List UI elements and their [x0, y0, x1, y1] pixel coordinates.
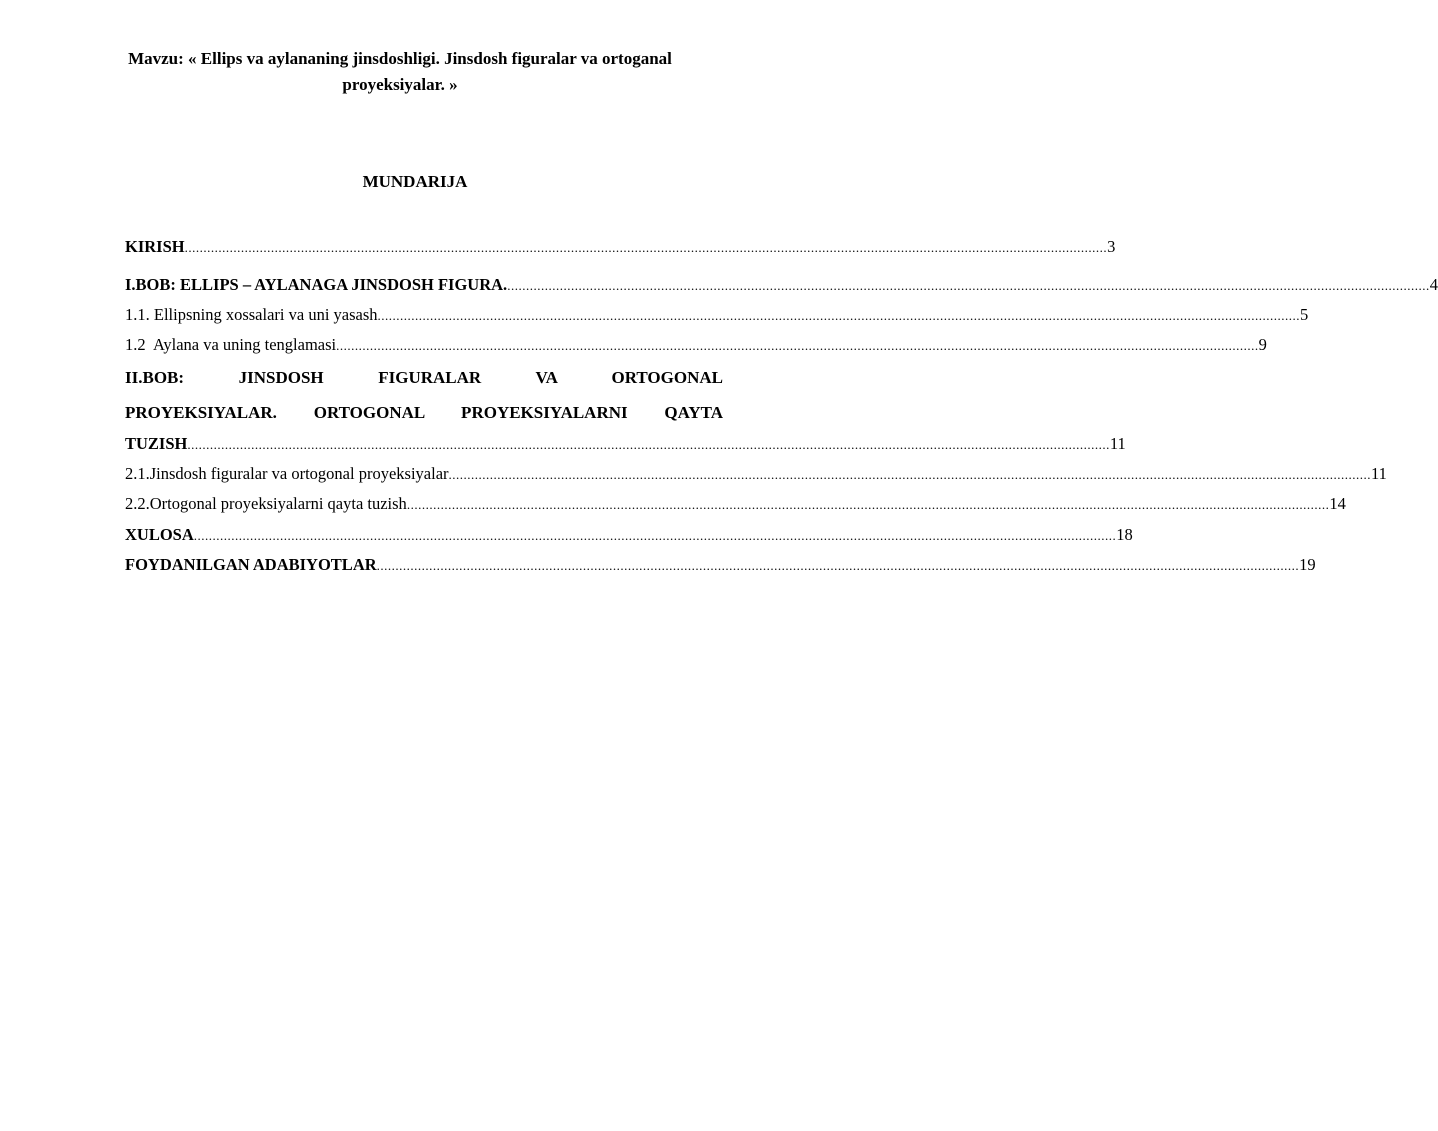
toc-entry-label: FOYDANILGAN ADABIYOTLAR: [125, 555, 377, 574]
toc-entry-section-1-2[interactable]: [125, 331, 1267, 361]
toc-entry-page: 14: [1329, 494, 1346, 513]
toc-entry-page: 18: [1116, 525, 1133, 544]
leader-dots: [185, 234, 1108, 262]
toc-entry-bob2-line-3: [125, 430, 1126, 460]
toc-entry-label: XULOSA: [125, 525, 194, 544]
toc-entry-bob2-line-1: II.BOB: JINSDOSH FIGURALAR VA ORTOGONAL: [125, 368, 723, 387]
toc-entry-section-2-1[interactable]: [125, 460, 1387, 490]
toc-entry-page: 11: [1371, 464, 1387, 483]
toc-entry-label: KIRISH: [125, 237, 185, 256]
toc-entry-section-1-1[interactable]: [125, 301, 1309, 331]
toc-entry-kirish[interactable]: [125, 233, 1116, 271]
toc-entry-section-2-2[interactable]: [125, 490, 1346, 521]
toc-entry-xulosa[interactable]: [125, 521, 1133, 551]
topic-title-line-1: Mavzu: « Ellips va aylananing jinsdoshligi. Jinsdosh figuralar va ortoganal: [128, 49, 672, 68]
leader-dots: [194, 522, 1117, 550]
toc-entry-bob1[interactable]: [125, 271, 1438, 301]
toc-entry-page: 11: [1109, 434, 1126, 453]
leader-dots: [407, 491, 1330, 519]
leader-dots: [507, 272, 1430, 300]
toc-entry-label: 2.1.Jinsdosh figuralar va ortogonal proyeksiyalar: [125, 464, 449, 483]
toc-entry-page: 4: [1429, 275, 1438, 294]
leader-dots: [377, 552, 1300, 580]
toc-entry-label: TUZISH: [125, 434, 188, 453]
leader-dots: [336, 332, 1259, 360]
toc-entry-page: 19: [1299, 555, 1316, 574]
toc-entry-label: 1.1. Ellipsning xossalari va uni yasash: [125, 305, 378, 324]
toc-entry-bob2[interactable]: [125, 361, 1126, 460]
leader-dots: [449, 461, 1372, 489]
toc-entry-page: 9: [1258, 335, 1267, 354]
table-of-contents: [125, 233, 1438, 581]
toc-heading: MUNDARIJA: [362, 172, 468, 191]
toc-entry-page: 3: [1107, 237, 1116, 256]
toc-entry-bob2-line-2: PROYEKSIYALAR. ORTOGONAL PROYEKSIYALARNI QAYTA: [125, 402, 723, 422]
leader-dots: [378, 302, 1301, 330]
toc-entry-label: 1.2 Aylana va uning tenglamasi: [125, 335, 337, 354]
toc-entry-label: I.BOB: ELLIPS – AYLANAGA JINSDOSH FIGURA.: [125, 275, 508, 294]
topic-title-line-2: proyeksiyalar. »: [342, 75, 458, 94]
leader-dots: [187, 431, 1110, 459]
topic-title: [100, 46, 700, 98]
toc-entry-page: 5: [1300, 305, 1309, 324]
toc-entry-references[interactable]: [125, 551, 1316, 581]
toc-entry-label: 2.2.Ortogonal proyeksiyalarni qayta tuzish: [125, 494, 407, 513]
